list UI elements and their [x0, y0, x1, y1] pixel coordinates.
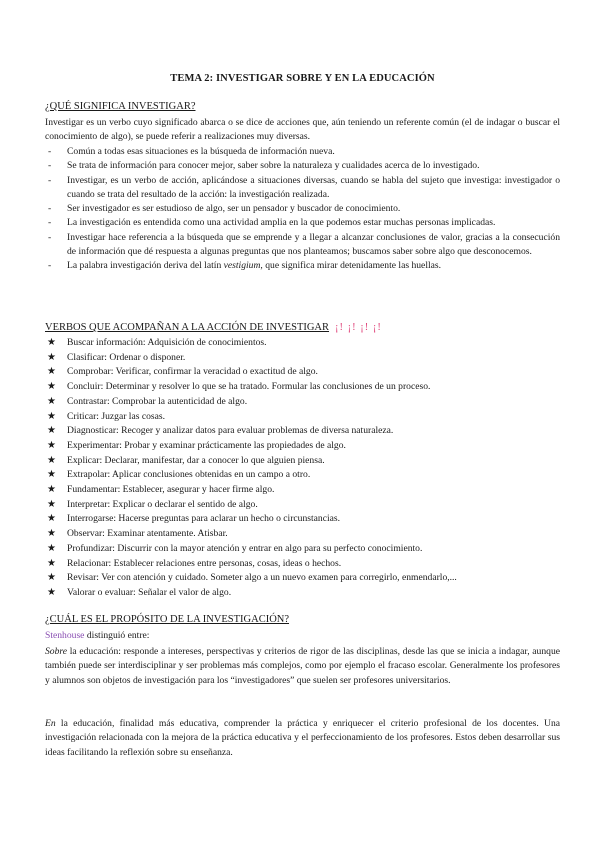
- list-item: - Se trata de información para conocer mejor, saber sobre la naturaleza y cualidades acerca de lo investigado.: [45, 159, 560, 173]
- list-item: ★ Experimentar: Probar y examinar prácticamente las propiedades de algo.: [45, 439, 560, 454]
- star-icon: ★: [47, 395, 56, 407]
- list-item: - Investigar, es un verbo de acción, aplicándose a situaciones diversas, cuando se habla del sujeto que investiga: investigador o cuando se trata del resultado de la acción: la investigación realizada.: [48, 174, 560, 200]
- list-item: ★ Observar: Examinar atentamente. Atisbar.: [45, 527, 560, 542]
- list-item: ★ Comprobar: Verificar, confirmar la veracidad o exactitud de algo.: [45, 365, 560, 380]
- list-item: ★ Buscar información: Adquisición de conocimientos.: [45, 336, 560, 351]
- section-heading-meaning: ¿QUÉ SIGNIFICA INVESTIGAR?: [45, 101, 196, 112]
- list-item: ★ Concluir: Determinar y resolver lo que se ha tratado. Formular las conclusiones de un proceso.: [45, 380, 560, 395]
- dash-marker: -: [48, 174, 52, 186]
- list-item: ★ Interpretar: Explicar o declarar el sentido de algo.: [45, 498, 560, 513]
- latin-term: vestigium: [223, 260, 261, 272]
- list-item: ★ Valorar o evaluar: Señalar el valor de algo.: [45, 586, 560, 601]
- star-icon: ★: [47, 542, 56, 554]
- list-item: - La investigación es entendida como una actividad amplia en la que podemos estar muchas personas implicadas.: [45, 216, 560, 230]
- dash-marker: -: [48, 231, 52, 243]
- list-item: ★ Interrogarse: Hacerse preguntas para aclarar un hecho o circunstancias.: [45, 512, 560, 527]
- star-icon: ★: [47, 351, 56, 363]
- list-item: ★ Diagnosticar: Recoger y analizar datos para evaluar problemas de diversa naturaleza.: [45, 424, 560, 439]
- list-item: - Común a todas esas situaciones es la búsqueda de información nueva.: [45, 145, 560, 159]
- star-icon: ★: [47, 528, 56, 540]
- list-item: ★ Clasificar: Ordenar o disponer.: [45, 351, 560, 366]
- verbs-star-list: [45, 336, 560, 601]
- star-icon: ★: [47, 498, 56, 510]
- author-name: Stenhouse: [45, 630, 85, 641]
- list-item: ★ Extrapolar: Aplicar conclusiones obtenidas en un campo a otro.: [45, 468, 560, 483]
- star-icon: ★: [47, 366, 56, 378]
- star-icon: ★: [47, 439, 56, 451]
- star-icon: ★: [47, 586, 56, 598]
- list-item: ★ Criticar: Juzgar las cosas.: [45, 410, 560, 425]
- star-icon: ★: [47, 469, 56, 481]
- dash-marker: -: [48, 160, 52, 172]
- star-icon: ★: [47, 557, 56, 569]
- purpose-paragraph-en: En la educación, finalidad más educativa, comprender la práctica y enriquecer el criterio profesional de los docentes. Una investigación relacionada con la mejora de la práctica educativa y el perfeccionamiento de los profesores. Estos deben desarrollar sus ideas facilitando la reflexión sobre su enseñanza.: [45, 718, 560, 758]
- dash-marker: -: [48, 146, 52, 157]
- list-item: - Ser investigador es ser estudioso de algo, ser un pensador y buscador de conocimiento.: [45, 202, 560, 216]
- meaning-bullet-list: [45, 145, 560, 274]
- star-icon: ★: [47, 410, 56, 422]
- list-item: - Investigar hace referencia a la búsqueda que se emprende y a llegar a alcanzar conclusiones de valor, gracias a la consecución de información que dé respuesta a algunas preguntas que nos planteamos; buscamos saber sobre algo que desconocemos.: [48, 231, 560, 258]
- document-title: TEMA 2: INVESTIGAR SOBRE Y EN LA EDUCACIÓN: [170, 73, 435, 84]
- section-intro-paragraph: Investigar es un verbo cuyo significado abarca o se dice de acciones que, aún teniendo un referente común (el de indagar o buscar el conocimiento de algo), se puede referir a realizaciones muy diversas.: [45, 117, 560, 143]
- section-heading-verbs: VERBOS QUE ACOMPAÑAN A LA ACCIÓN DE INVESTIGAR ¡! ¡! ¡! ¡!: [45, 322, 382, 333]
- list-item: ★ Revisar: Ver con atención y cuidado. Someter algo a un nuevo examen para corregirlo, enmendarlo,...: [45, 571, 560, 586]
- list-item: ★ Explicar: Declarar, manifestar, dar a conocer lo que alguien piensa.: [45, 454, 560, 469]
- author-line: Stenhouse distinguió entre:: [45, 630, 150, 641]
- star-icon: ★: [47, 484, 56, 496]
- list-item: ★ Relacionar: Establecer relaciones entre personas, cosas, ideas o hechos.: [45, 557, 560, 572]
- section-heading-purpose: ¿CUÁL ES EL PROPÓSITO DE LA INVESTIGACIÓN?: [45, 614, 290, 625]
- star-icon: ★: [47, 454, 56, 466]
- list-item: ★ Profundizar: Discurrir con la mayor atención y entrar en algo para su perfecto conocimiento.: [45, 542, 560, 557]
- list-item: ★ Contrastar: Comprobar la autenticidad de algo.: [45, 395, 560, 410]
- list-item: - La palabra investigación deriva del latín vestigium, que significa mirar detenidamente las huellas.: [45, 259, 560, 273]
- star-icon: ★: [47, 425, 56, 437]
- dash-marker: -: [48, 260, 52, 272]
- dash-marker: -: [48, 203, 52, 215]
- star-icon: ★: [47, 572, 56, 584]
- exclamation-marks: ¡! ¡! ¡! ¡!: [335, 322, 382, 333]
- star-icon: ★: [47, 337, 56, 348]
- star-icon: ★: [47, 513, 56, 525]
- list-item: ★ Fundamentar: Establecer, asegurar y hacer firme algo.: [45, 483, 560, 498]
- dash-marker: -: [48, 217, 52, 229]
- purpose-paragraph-sobre: Sobre la educación: responde a intereses, perspectivas y criterios de rigor de las disciplinas, desde las que se inicia a indagar, aunque también puede ser interdisciplinar y ser problemas más complejos, como por ejemplo el fracaso escolar. Generalmente los profesores y alumnos son objetos de investigación para los “investigadores” que suelen ser profesores universitarios.: [45, 646, 560, 686]
- star-icon: ★: [47, 381, 56, 393]
